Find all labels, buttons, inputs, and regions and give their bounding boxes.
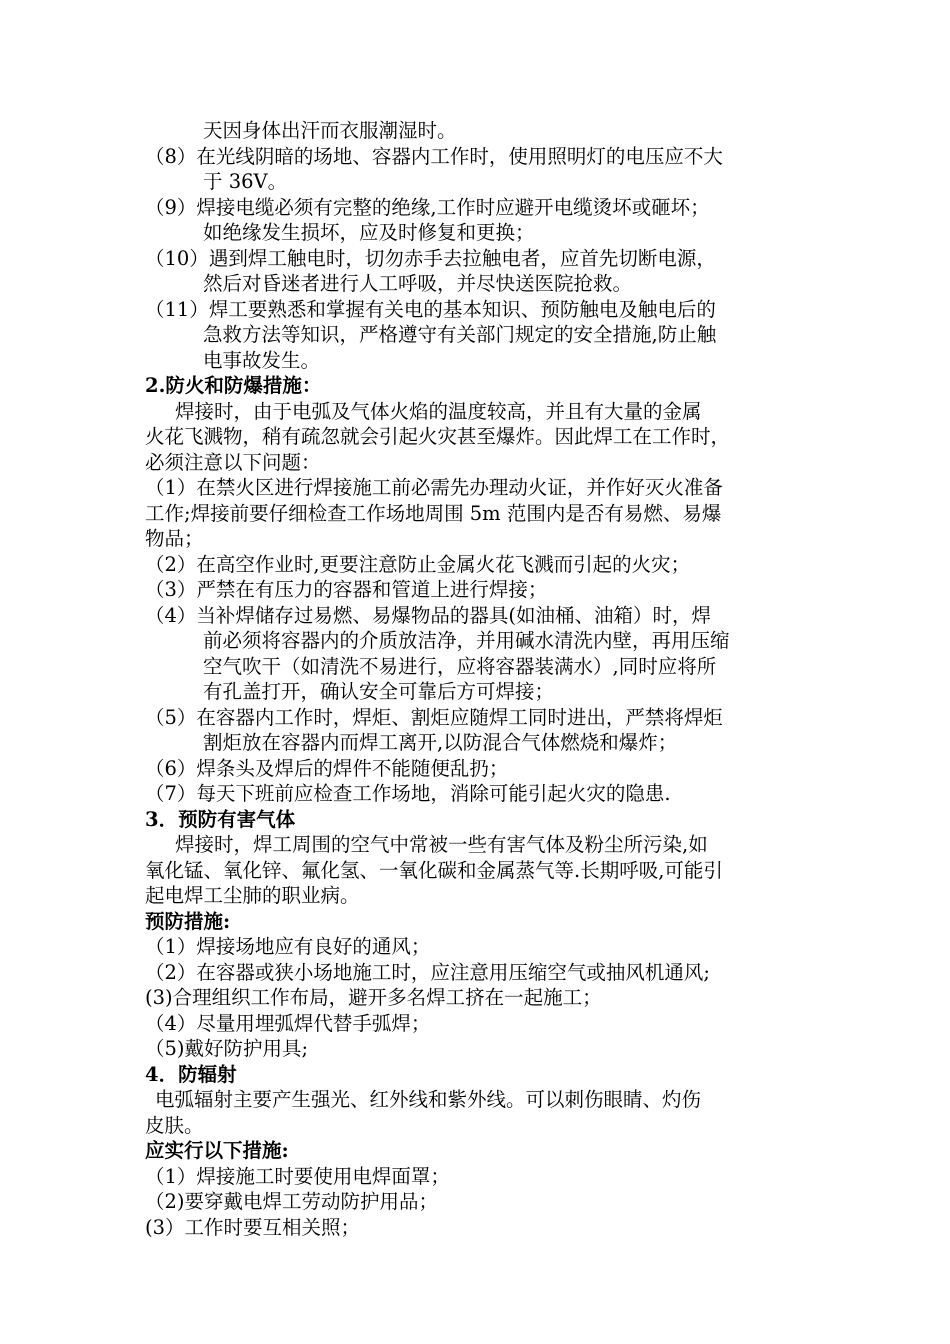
text-line: （1）焊接场地应有良好的通风； <box>145 935 431 958</box>
text-line: （11）焊工要熟悉和掌握有关电的基本知识、预防触电及触电后的 <box>145 297 716 321</box>
text-line: （4）尽量用埋弧焊代替手弧焊； <box>145 1011 431 1035</box>
document-body <box>145 118 815 1240</box>
text-line: 起电焊工尘肺的职业病。 <box>145 884 360 907</box>
text-line: （5）在容器内工作时，焊炬、割炬应随焊工同时进出，严禁将焊炬 <box>145 705 723 729</box>
text-line: （7）每天下班前应检查工作场地，消除可能引起火灾的隐患. <box>145 782 671 805</box>
section-heading: 应实行以下措施: <box>145 1139 289 1162</box>
text-line-continuation: 割炬放在容器内而焊工离开,以防混合气体燃烧和爆炸； <box>203 731 678 754</box>
text-line: （10）遇到焊工触电时，切勿赤手去拉触电者，应首先切断电源， <box>145 246 716 270</box>
text-line: (3)合理组织工作布局，避开多名焊工挤在一起施工； <box>145 986 602 1009</box>
text-line: （1）焊接施工时要使用电焊面罩； <box>145 1164 450 1188</box>
text-line: 必须注意以下问题： <box>145 450 321 474</box>
text-line: （2)要穿戴电焊工劳动防护用品； <box>145 1190 439 1213</box>
text-line: （5)戴好防护用具; <box>145 1037 309 1060</box>
text-line: （3）严禁在有压力的容器和管道上进行焊接； <box>145 578 548 601</box>
text-line: （4）当补焊储存过易燃、易爆物品的器具(如油桶、油箱）时，焊 <box>145 603 712 627</box>
paragraph-first-line: 焊接时，焊工周围的空气中常被一些有害气体及粉尘所污染,如 <box>175 833 708 856</box>
text-line-continuation: 于 36V。 <box>203 170 288 193</box>
text-line: （9）焊接电缆必须有完整的绝缘,工作时应避开电缆烫坏或砸坏； <box>145 195 710 219</box>
paragraph-first-line: 焊接时，由于电弧及气体火焰的温度较高，并且有大量的金属 <box>175 399 702 423</box>
section-heading: 2.防火和防爆措施： <box>145 374 322 397</box>
text-line-continuation: 如绝缘发生损坏，应及时修复和更换； <box>203 221 535 244</box>
section-heading: 预防措施: <box>145 909 231 933</box>
text-line-continuation: 然后对昏迷者进行人工呼吸，并尽快送医院抢救。 <box>203 272 633 295</box>
text-line-continuation: 有孔盖打开，确认安全可靠后方可焊接； <box>203 680 555 703</box>
section-heading: 4．防辐射 <box>145 1062 237 1086</box>
text-line: （2）在容器或狭小场地施工时，应注意用压缩空气或抽风机通风; <box>145 960 710 984</box>
text-line: （1）在禁火区进行焊接施工前必需先办理动火证，并作好灭火准备 <box>145 476 723 499</box>
text-line: (3）工作时要互相关照； <box>145 1215 361 1239</box>
section-heading: 3．预防有害气体 <box>145 807 296 831</box>
text-line-continuation: 电事故发生。 <box>203 348 321 372</box>
paragraph-first-line: 电弧辐射主要产生强光、红外线和紫外线。可以刺伤眼睛、灼伤 <box>155 1088 702 1111</box>
text-line: 工作;焊接前要仔细检查工作场地周围 5m 范围内是否有易燃、易爆 <box>145 501 722 525</box>
text-line: 物品； <box>145 527 204 550</box>
text-line: （8）在光线阴暗的场地、容器内工作时，使用照明灯的电压应不大 <box>145 144 723 168</box>
text-line: 火花飞溅物，稍有疏忽就会引起火灾甚至爆炸。因此焊工在工作时， <box>145 425 731 448</box>
text-line-continuation: 急救方法等知识，严格遵守有关部门规定的安全措施,防止触 <box>203 323 717 346</box>
text-line: （6）焊条头及焊后的焊件不能随便乱扔； <box>145 756 509 780</box>
text-line: （2）在高空作业时,更要注意防止金属火花飞溅而引起的火灾； <box>145 552 691 576</box>
text-line-continuation: 前必须将容器内的介质放洁净，并用碱水清洗内壁，再用压缩 <box>203 629 730 652</box>
text-line-continuation: 空气吹干（如清洗不易进行，应将容器装满水）,同时应将所 <box>203 654 717 678</box>
text-line: 皮肤。 <box>145 1113 204 1137</box>
text-line: 氧化锰、氧化锌、氟化氢、一氧化碳和金属蒸气等.长期呼吸,可能引 <box>145 858 723 882</box>
text-line-continuation: 天因身体出汗而衣服潮湿时。 <box>203 119 457 142</box>
